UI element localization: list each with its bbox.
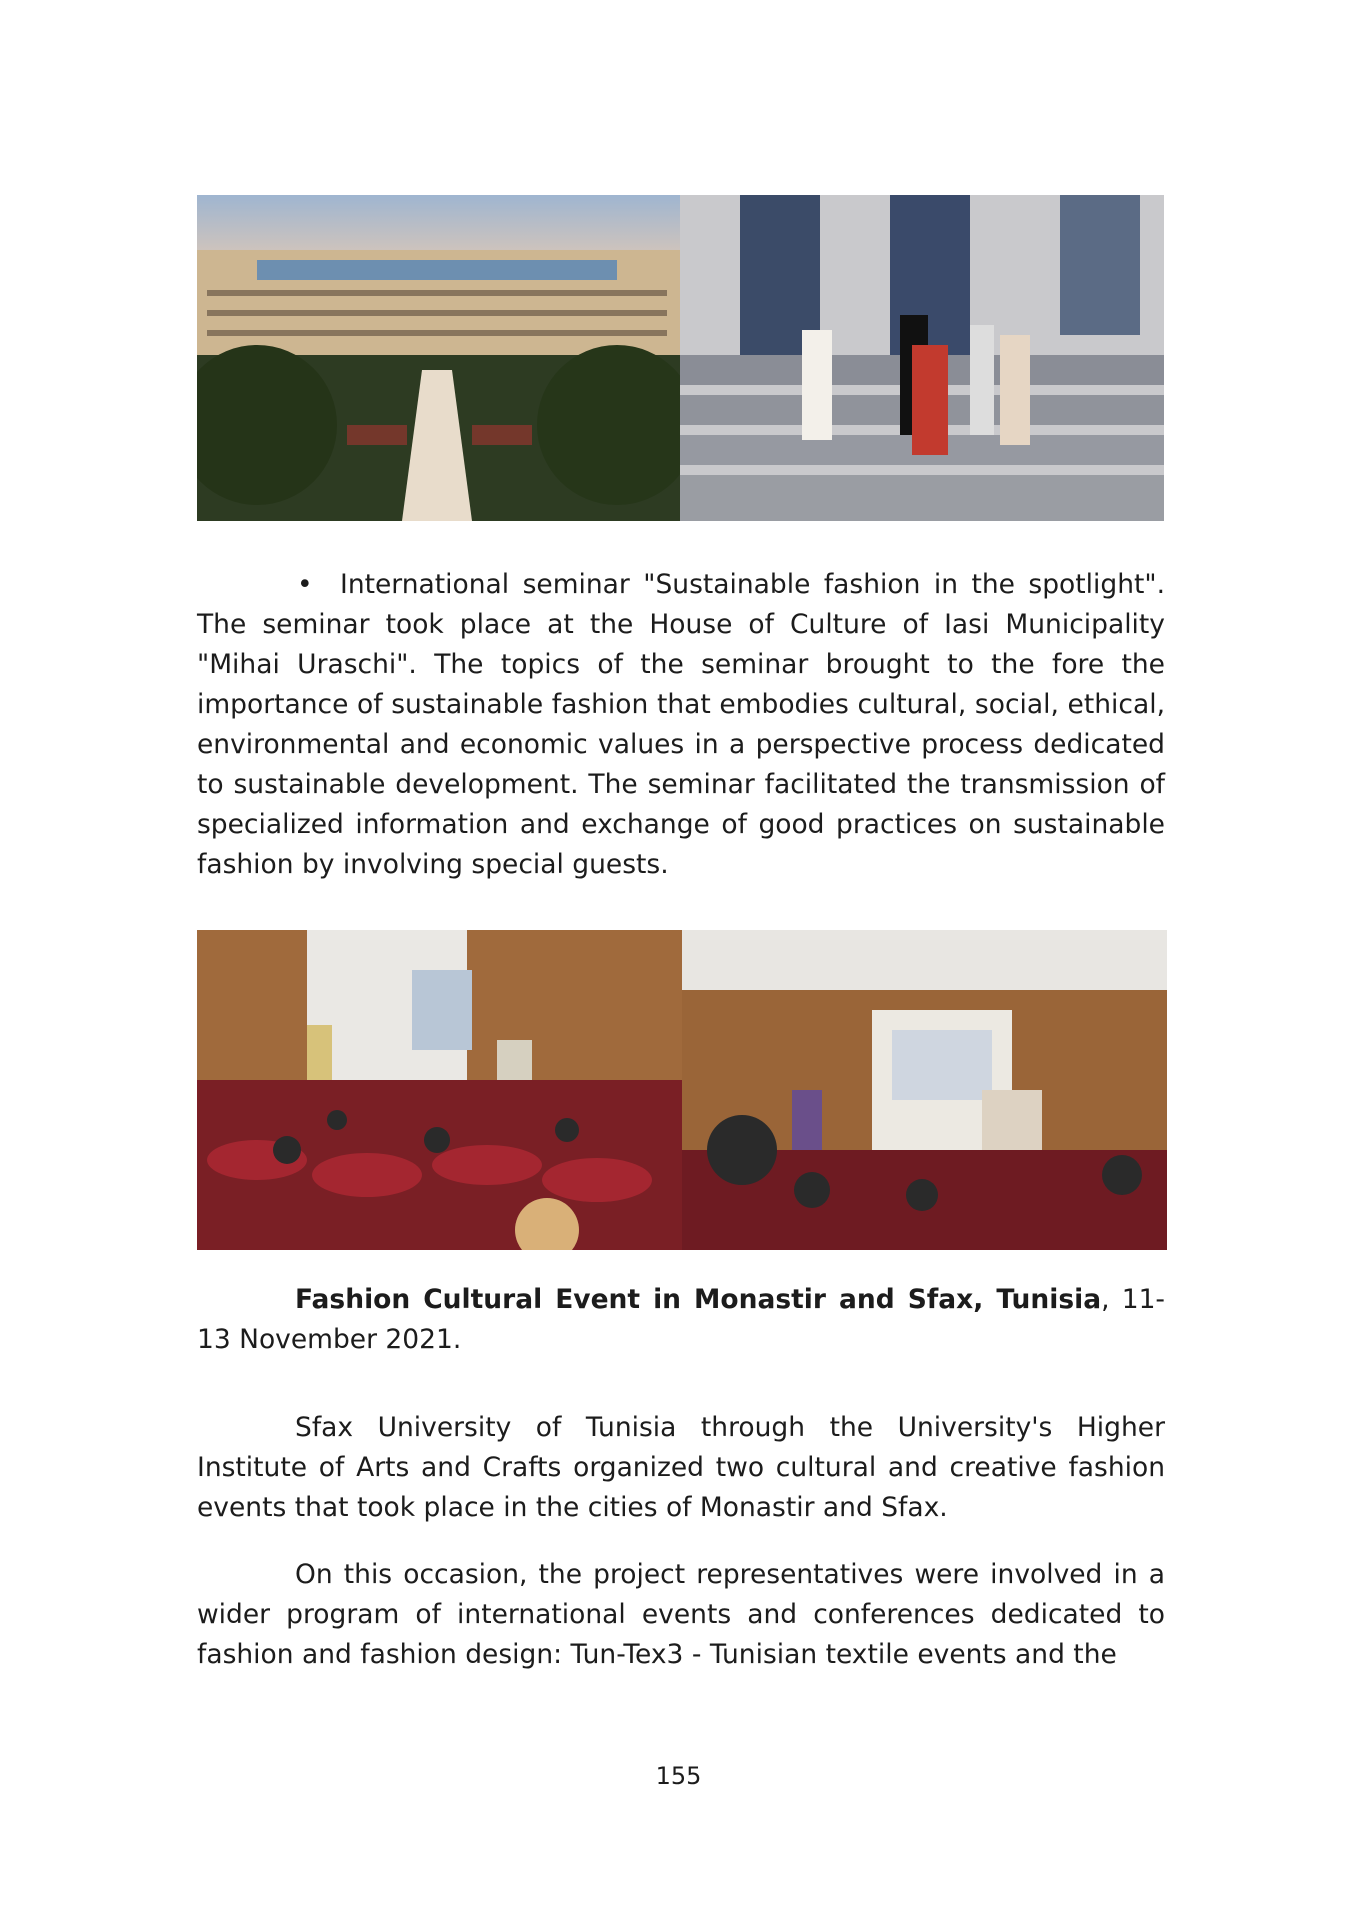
bullet-dot: •: [297, 569, 313, 600]
seminar-paragraph: [197, 565, 1165, 885]
seminar-hall-photo-2: [682, 930, 1167, 1250]
palace-runway-photo: [197, 195, 680, 521]
bottom-photo-row: [197, 930, 1167, 1250]
event-date: , 11-13 November 2021.: [197, 1284, 1165, 1355]
top-photo-row: [197, 195, 1164, 521]
seminar-text: International seminar "Sustainable fashion in the spotlight". The seminar took place at the House of Culture of Iasi Municipality "Mihai Uraschi". The topics of the seminar brought to the fore the importance of sustainable fashion that embodies cultural, social, ethical, environmental and economic values in a perspective process dedicated to sustainable development. The seminar facilitated the transmission of specialized information and exchange of good practices on sustainable fashion by involving special guests.: [197, 569, 1165, 880]
paragraph-text: Sfax University of Tunisia through the University's Higher Institute of Arts and Crafts organized two cultural and creative fashion events that took place in the cities of Monastir and Sfax.: [197, 1412, 1165, 1523]
seminar-hall-photo-1: [197, 930, 682, 1250]
event-title: Fashion Cultural Event in Monastir and Sfax, Tunisia: [295, 1284, 1102, 1315]
occasion-paragraph: [197, 1555, 1165, 1675]
sfax-paragraph: [197, 1408, 1165, 1528]
models-on-steps-photo: [680, 195, 1164, 521]
paragraph-text: On this occasion, the project representatives were involved in a wider program of international events and conferences dedicated to fashion and fashion design: Tun-Tex3 - Tunisian textile events and the: [197, 1559, 1165, 1670]
event-heading-paragraph: [197, 1280, 1165, 1360]
page-number: 155: [655, 1762, 702, 1790]
